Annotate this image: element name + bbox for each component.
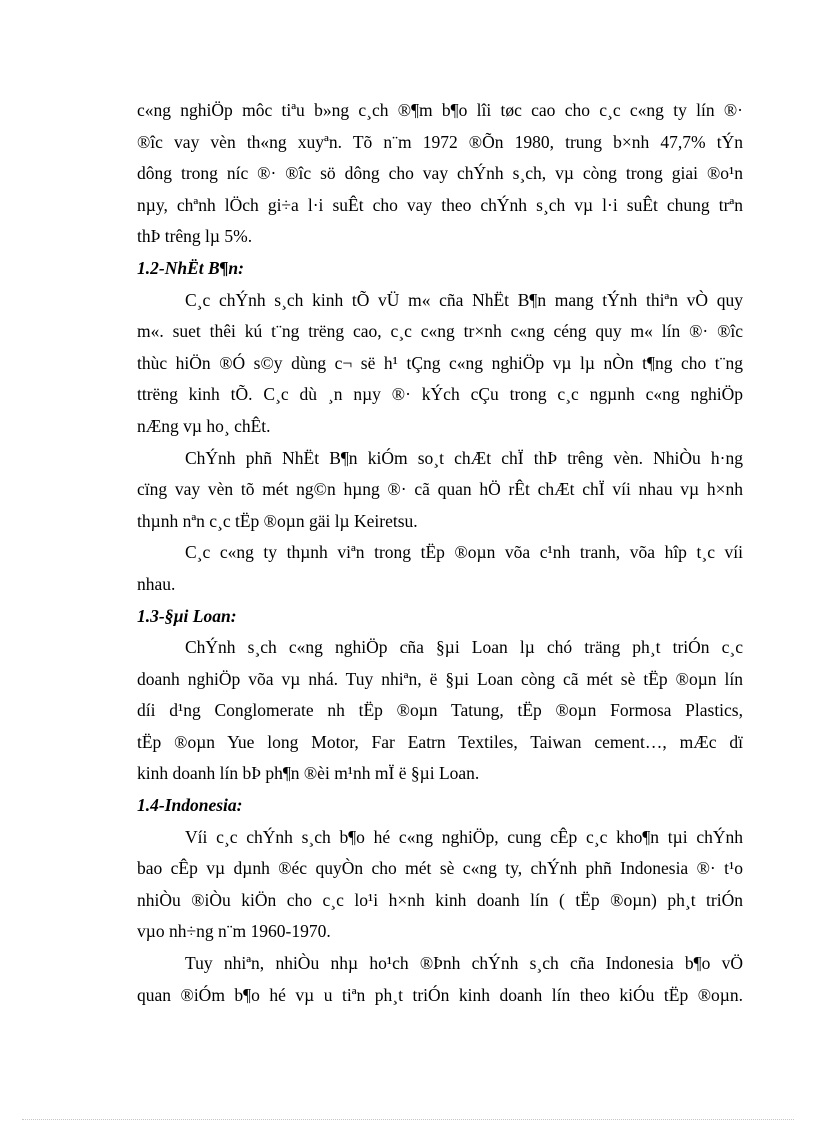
paragraph-last-line: kinh doanh lín bÞ ph¶n ®èi m¹nh mÏ ë §µi Loan. [137,763,480,784]
text-line: nhiÒu ®iÒu kiÖn cho c¸c lo¹i h×nh kinh doanh lín ( tËp ®oµn) ph¸t triÓn [137,889,743,910]
paragraph-last-line: thµnh nªn c¸c tËp ®oµn gäi lµ Keiretsu. [137,510,418,531]
text-line: dông trong níc ®· ®îc sö dông cho vay chÝnh s¸ch, vµ còng trong giai ®o¹n [137,163,743,184]
paragraph-last-line: vµo nh÷ng n¨m 1960-1970. [137,921,331,942]
text-line: nµy, chªnh lÖch gi÷a l·i suÊt cho vay theo chÝnh s¸ch vµ l·i suÊt chung trªn [137,194,743,215]
paragraph-first-line: ChÝnh phñ NhËt B¶n kiÓm so¸t chÆt chÏ thÞ trêng vèn. NhiÒu h·ng [185,447,743,468]
paragraph-last-line: nhau. [137,573,176,594]
text-line: bao cÊp vµ dµnh ®éc quyÒn cho mét sè c«ng ty, chÝnh phñ Indonesia ®· t¹o [137,858,743,879]
section-heading: 1.4-Indonesia: [137,795,243,816]
section-heading: 1.3-§µi Loan: [137,605,237,626]
text-line: quan ®iÓm b¶o hé vµ u tiªn ph¸t triÓn kinh doanh lín theo kiÓu tËp ®oµn. [137,984,743,1005]
paragraph-last-line: thÞ trêng lµ 5%. [137,226,253,247]
text-line: c«ng nghiÖp môc tiªu b»ng c¸ch ®¶m b¶o lîi tøc cao cho c¸c c«ng ty lín ®· [137,100,743,120]
text-line: cïng vay vèn tõ mét ng©n hµng ®· cã quan hÖ rÊt chÆt chÏ víi nhau vµ h×nh [137,479,743,500]
paragraph-first-line: C¸c c«ng ty thµnh viªn trong tËp ®oµn võa c¹nh tranh, võa hîp t¸c víi [185,542,743,563]
paragraph-first-line: C¸c chÝnh s¸ch kinh tÕ vÜ m« cña NhËt B¶n mang tÝnh thiªn vÒ quy [185,289,743,310]
text-line: doanh nghiÖp võa vµ nhá. Tuy nhiªn, ë §µi Loan còng cã mét sè tËp ®oµn lín [137,668,743,689]
text-line: thùc hiÖn ®Ó s©y dùng c¬ së h¹ tÇng c«ng nghiÖp vµ lµ nÒn t¶ng cho t¨ng [137,352,743,373]
text-line: ttrëng kinh tÕ. C¸c dù ¸n nµy ®· kÝch cÇu trong c¸c ngµnh c«ng nghiÖp [137,384,743,405]
text-line: tËp ®oµn Yue long Motor, Far Eatrn Textiles, Taiwan cement…, mÆc dï [137,731,743,752]
paragraph-first-line: Tuy nhiªn, nhiÒu nhµ ho¹ch ®Þnh chÝnh s¸ch cña Indonesia b¶o vÖ [185,953,743,974]
paragraph-first-line: Víi c¸c chÝnh s¸ch b¶o hé c«ng nghiÖp, cung cÊp c¸c kho¶n tµi chÝnh [185,826,743,847]
document-body [137,95,743,1011]
section-heading: 1.2-NhËt B¶n: [137,257,244,278]
text-line: díi d¹ng Conglomerate nh tËp ®oµn Tatung, tËp ®oµn Formosa Plastics, [137,700,743,721]
page-bottom-border [22,1119,794,1120]
paragraph-last-line: nÆng vµ ho¸ chÊt. [137,415,271,436]
text-line: ®îc vay vèn th«ng xuyªn. Tõ n¨m 1972 ®Õn 1980, trung b×nh 47,7% tÝn [137,131,743,152]
paragraph-first-line: ChÝnh s¸ch c«ng nghiÖp cña §µi Loan lµ chó träng ph¸t triÓn c¸c [185,637,743,658]
text-line: m«. suet thêi kú t¨ng trëng cao, c¸c c«ng tr×nh c«ng céng quy m« lín ®· ®îc [137,321,743,342]
